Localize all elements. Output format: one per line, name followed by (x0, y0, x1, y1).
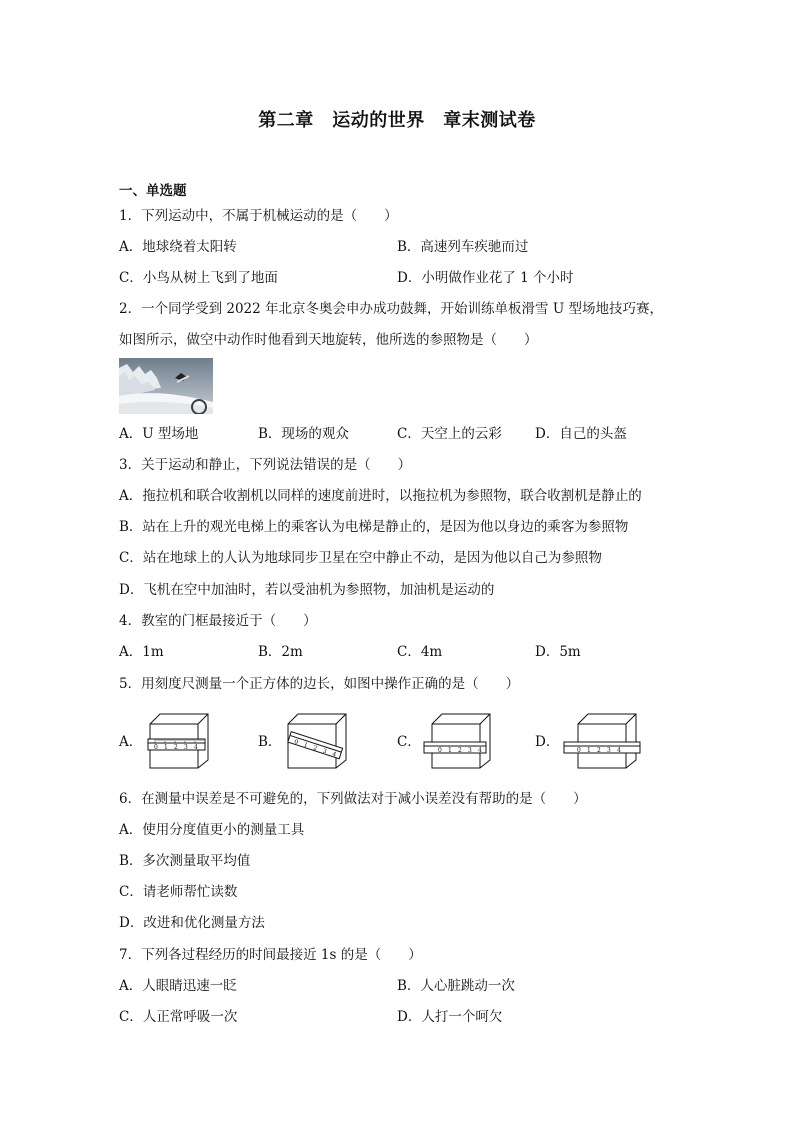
snowboard-photo (119, 358, 213, 414)
q2-option-c[interactable]: C．天空上的云彩 (397, 426, 502, 442)
q3-option-b[interactable]: B．站在上升的观光电梯上的乘客认为电梯是静止的，是因为他以身边的乘客为参照物 (119, 519, 629, 535)
q1-option-d[interactable]: D．小明做作业花了 1 个小时 (397, 270, 574, 286)
ruler-d-label-1: 1 (587, 747, 591, 754)
ruler-b-label-2: 2 (312, 744, 319, 753)
q4-option-d[interactable]: D．5m (535, 644, 581, 660)
ruler-c-label-0: 0 (438, 747, 442, 754)
q3-option-a[interactable]: A．拖拉机和联合收割机以同样的速度前进时，以拖拉机为参照物，联合收割机是静止的 (119, 488, 642, 504)
q5-option-b[interactable]: B． (258, 734, 282, 750)
ruler-b-label-4: 4 (331, 750, 338, 759)
ruler-b-label-1: 1 (302, 741, 309, 750)
ruler-d-label-3: 3 (607, 747, 611, 754)
page-title: 第二章 运动的世界 章末测试卷 (258, 110, 536, 131)
q7-option-a[interactable]: A．人眼睛迅速一眨 (119, 978, 237, 994)
q3-option-c[interactable]: C．站在地球上的人认为地球同步卫星在空中静止不动，是因为他以自己为参照物 (119, 550, 602, 566)
q6-option-b[interactable]: B．多次测量取平均值 (119, 853, 251, 869)
q2-option-d[interactable]: D．自己的头盔 (535, 426, 627, 442)
section-heading: 一、单选题 (119, 183, 187, 199)
q5-figure-c (422, 712, 494, 770)
q5-figure-d (562, 712, 642, 770)
question-2-stem-line1: 2．一个同学受到 2022 年北京冬奥会申办成功鼓舞，开始训练单板滑雪 U 型场地技巧赛， (119, 301, 663, 317)
q5-option-a[interactable]: A． (119, 734, 143, 750)
question-1-stem: 1．下列运动中，不属于机械运动的是（ ） (119, 208, 398, 224)
q5-option-d[interactable]: D． (535, 734, 560, 750)
q5-figure-a (146, 712, 212, 770)
q5-figure-b (284, 712, 350, 772)
q2-option-a[interactable]: A．U 型场地 (119, 426, 199, 442)
ruler-a-label-0: 0 (154, 744, 158, 751)
q4-option-c[interactable]: C．4m (397, 644, 443, 660)
question-6-stem: 6．在测量中误差是不可避免的，下列做法对于减小误差没有帮助的是（ ） (119, 791, 587, 807)
q6-option-d[interactable]: D．改进和优化测量方法 (119, 915, 265, 931)
ruler-c-label-2: 2 (458, 747, 462, 754)
ruler-b-label-0: 0 (293, 738, 300, 747)
question-4-stem: 4．教室的门框最接近于（ ） (119, 613, 317, 629)
ruler-c-label-3: 3 (468, 747, 472, 754)
q2-option-b[interactable]: B．现场的观众 (258, 426, 349, 442)
ruler-c-label-1: 1 (448, 747, 452, 754)
q5-option-c[interactable]: C． (397, 734, 421, 750)
q7-option-d[interactable]: D．人打一个呵欠 (397, 1009, 503, 1025)
q4-option-b[interactable]: B．2m (258, 644, 303, 660)
q6-option-c[interactable]: C．请老师帮忙读数 (119, 884, 238, 900)
ruler-a-label-1: 1 (164, 744, 168, 751)
ruler-a-label-3: 3 (184, 744, 188, 751)
q6-option-a[interactable]: A．使用分度值更小的测量工具 (119, 822, 305, 838)
ruler-c-label-4: 4 (478, 747, 482, 754)
q1-option-a[interactable]: A．地球绕着太阳转 (119, 239, 237, 255)
q7-option-b[interactable]: B．人心脏跳动一次 (397, 978, 515, 994)
ruler-b-label-3: 3 (321, 747, 328, 756)
q1-option-c[interactable]: C．小鸟从树上飞到了地面 (119, 270, 278, 286)
question-2-stem-line2: 如图所示，做空中动作时他看到天地旋转，他所选的参照物是（ ） (119, 332, 538, 348)
ruler-a-label-2: 2 (174, 744, 178, 751)
q7-option-c[interactable]: C．人正常呼吸一次 (119, 1009, 238, 1025)
question-5-stem: 5．用刻度尺测量一个正方体的边长，如图中操作正确的是（ ） (119, 676, 520, 692)
q4-option-a[interactable]: A．1m (119, 644, 164, 660)
ruler-a-label-4: 4 (194, 744, 198, 751)
ruler-d-label-4: 4 (617, 747, 621, 754)
question-7-stem: 7．下列各过程经历的时间最接近 1s 的是（ ） (119, 947, 422, 963)
question-3-stem: 3．关于运动和静止，下列说法错误的是（ ） (119, 457, 412, 473)
q3-option-d[interactable]: D．飞机在空中加油时，若以受油机为参照物，加油机是运动的 (119, 582, 495, 598)
ruler-d-label-0: 0 (577, 747, 581, 754)
q1-option-b[interactable]: B．高速列车疾驰而过 (397, 239, 529, 255)
ruler-d-label-2: 2 (597, 747, 601, 754)
